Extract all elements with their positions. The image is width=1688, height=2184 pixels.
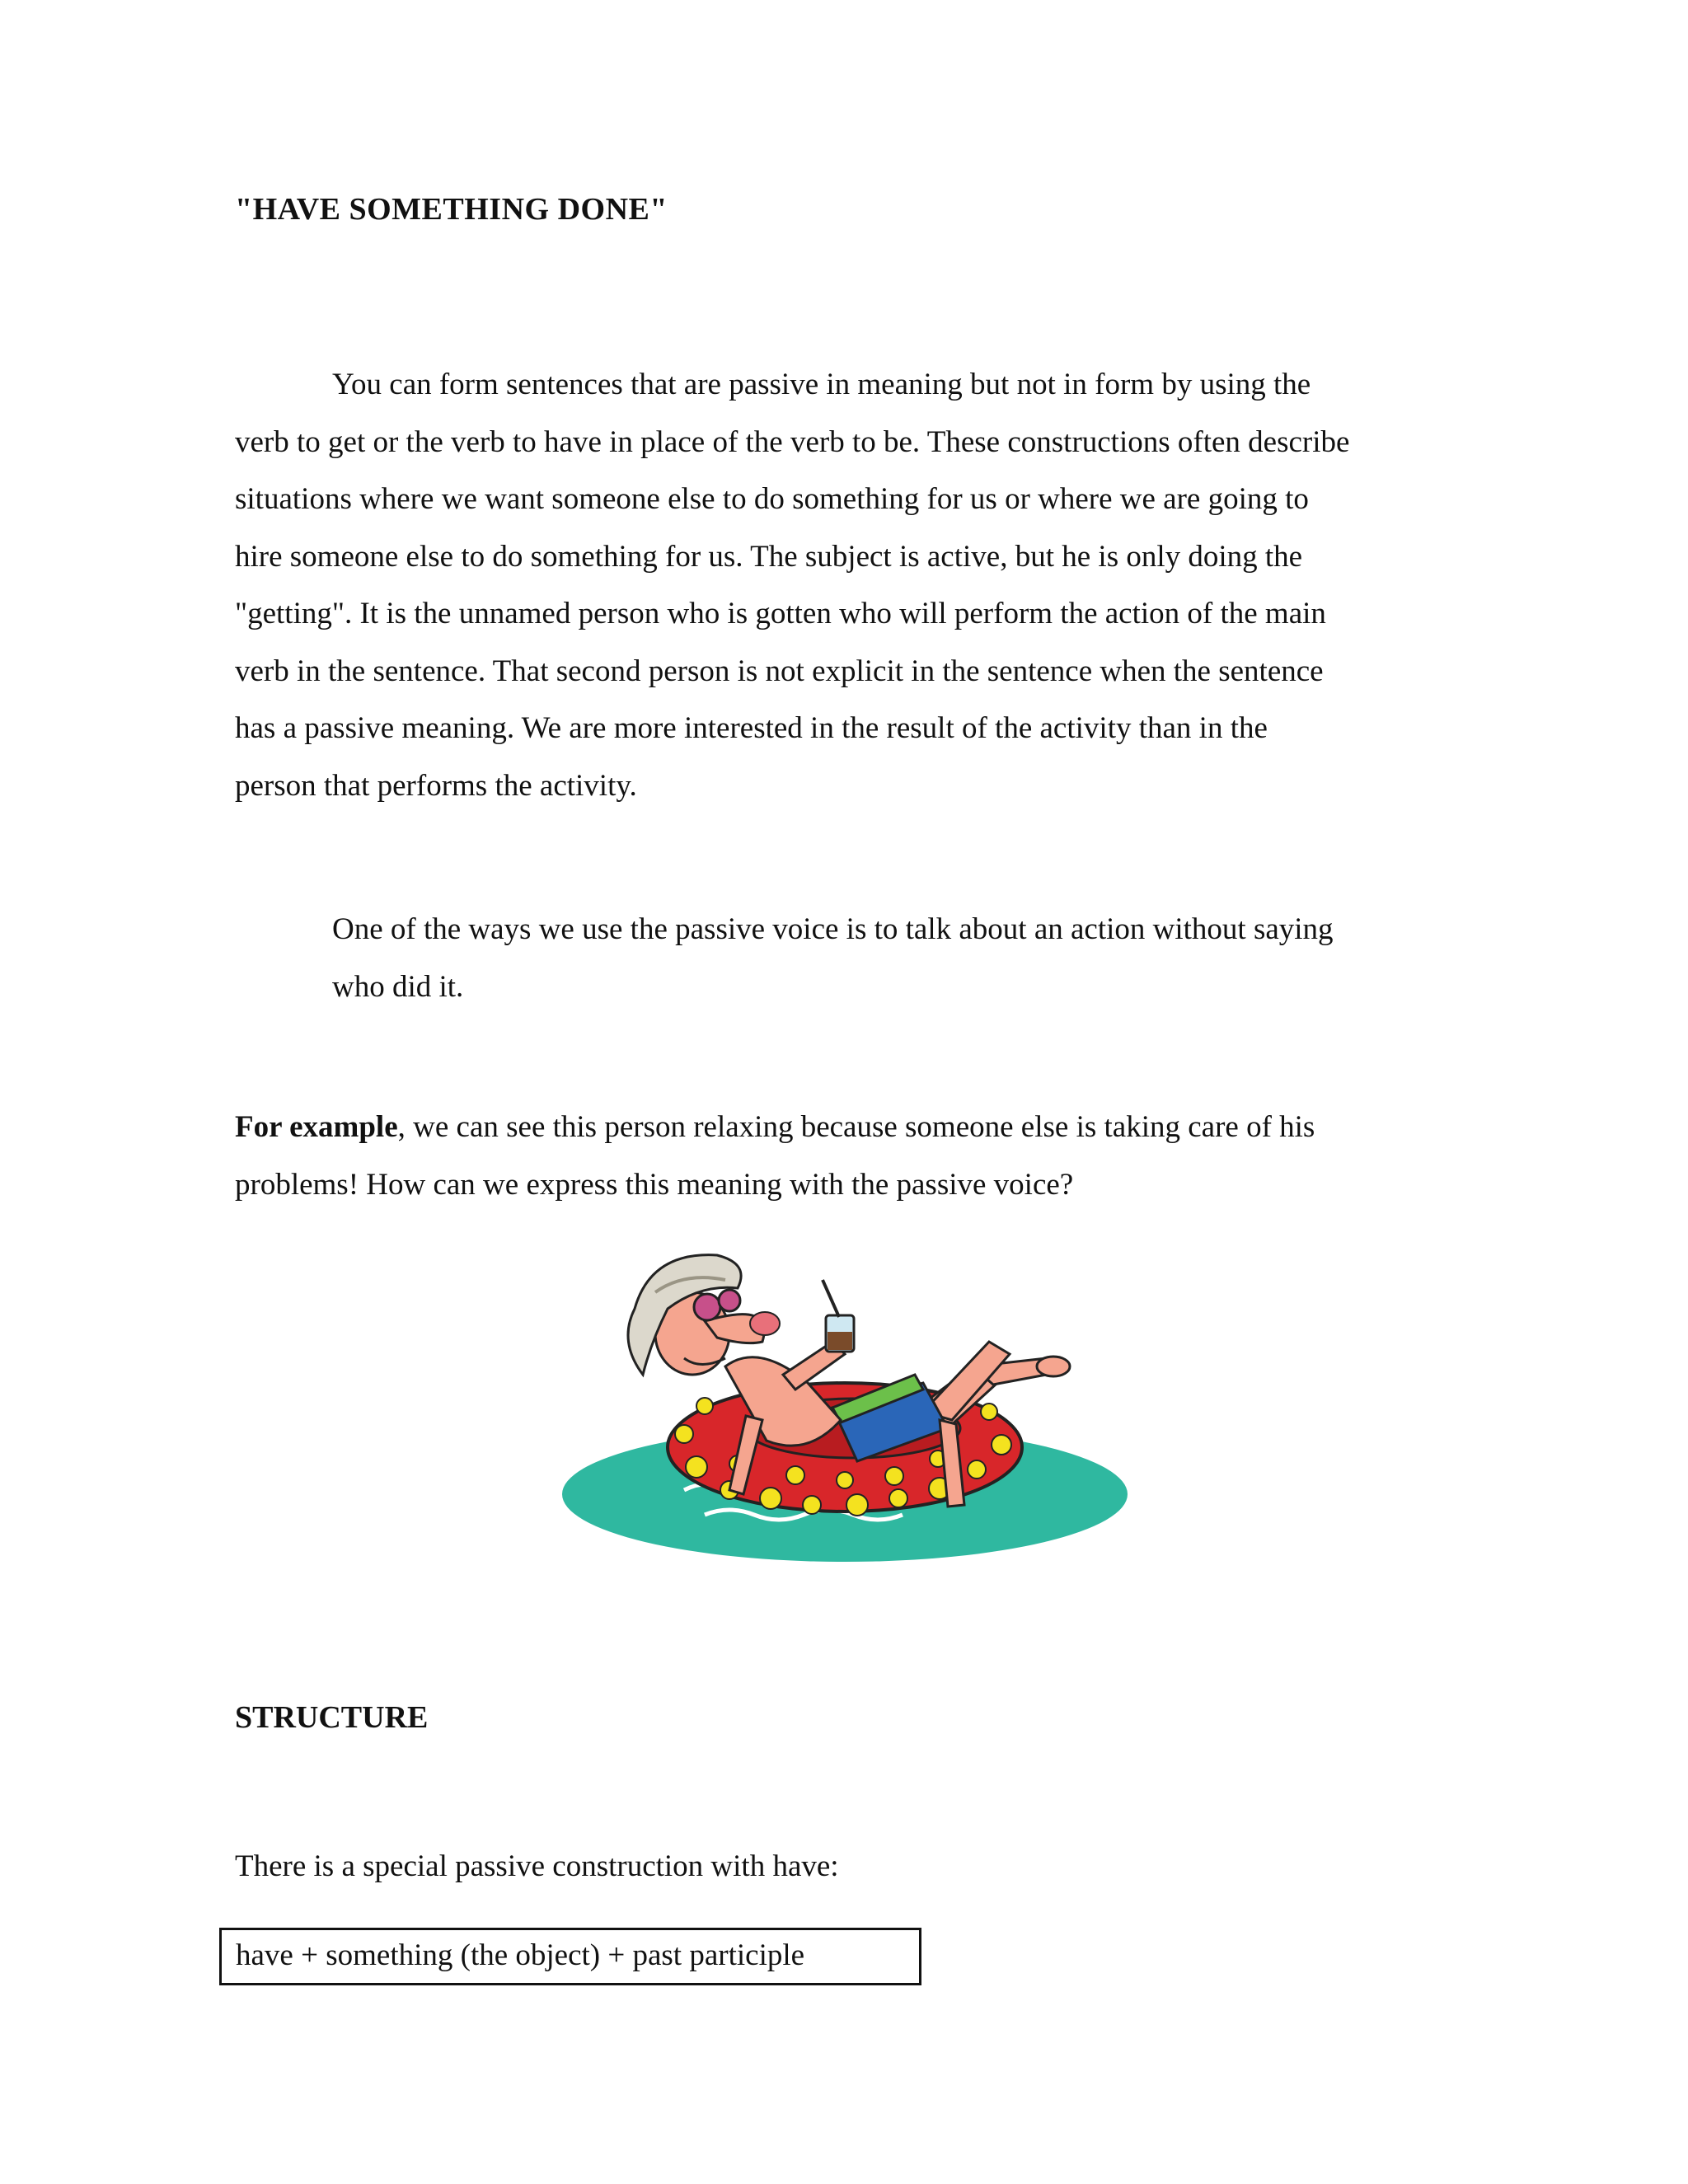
paragraph-line: situations where we want someone else to do something for us or where we are going to — [235, 482, 1309, 516]
paragraph-line: You can form sentences that are passive in meaning but not in form by using the — [332, 368, 1311, 401]
paragraph-line: "getting". It is the unnamed person who is gotten who will perform the action of the main — [235, 597, 1326, 630]
passive-voice-paragraph — [332, 901, 1455, 1015]
paragraph-line: One of the ways we use the passive voice is to talk about an action without saying — [332, 912, 1334, 946]
example-paragraph — [235, 1099, 1455, 1213]
formula-box: have + something (the object) + past participle — [219, 1928, 921, 1985]
paragraph-line: verb in the sentence. That second person is not explicit in the sentence when the sentence — [235, 654, 1324, 688]
paragraph-line: person that performs the activity. — [235, 768, 637, 803]
structure-heading: STRUCTURE — [235, 1700, 429, 1735]
structure-intro — [235, 1838, 1455, 1896]
intro-paragraph — [235, 356, 1455, 814]
paragraph-line: has a passive meaning. We are more interested in the result of the activity than in the — [235, 711, 1268, 745]
paragraph-line — [235, 1099, 1455, 1156]
man-relaxing-on-inflatable-ring-icon — [560, 1243, 1137, 1572]
example-text: , we can see this person relaxing because someone else is taking care of his — [397, 1110, 1315, 1144]
paragraph-line: problems! How can we express this meaning with the passive voice? — [235, 1167, 1074, 1202]
page-title: "HAVE SOMETHING DONE" — [235, 192, 668, 227]
paragraph-line: There is a special passive construction with have: — [235, 1849, 839, 1883]
paragraph-line: hire someone else to do something for us. The subject is active, but he is only doing the — [235, 539, 1303, 574]
paragraph-line: who did it. — [332, 969, 464, 1004]
paragraph-line: verb to get or the verb to have in place of the verb to be. These constructions often describe — [235, 424, 1350, 459]
example-lead: For example — [235, 1110, 398, 1144]
